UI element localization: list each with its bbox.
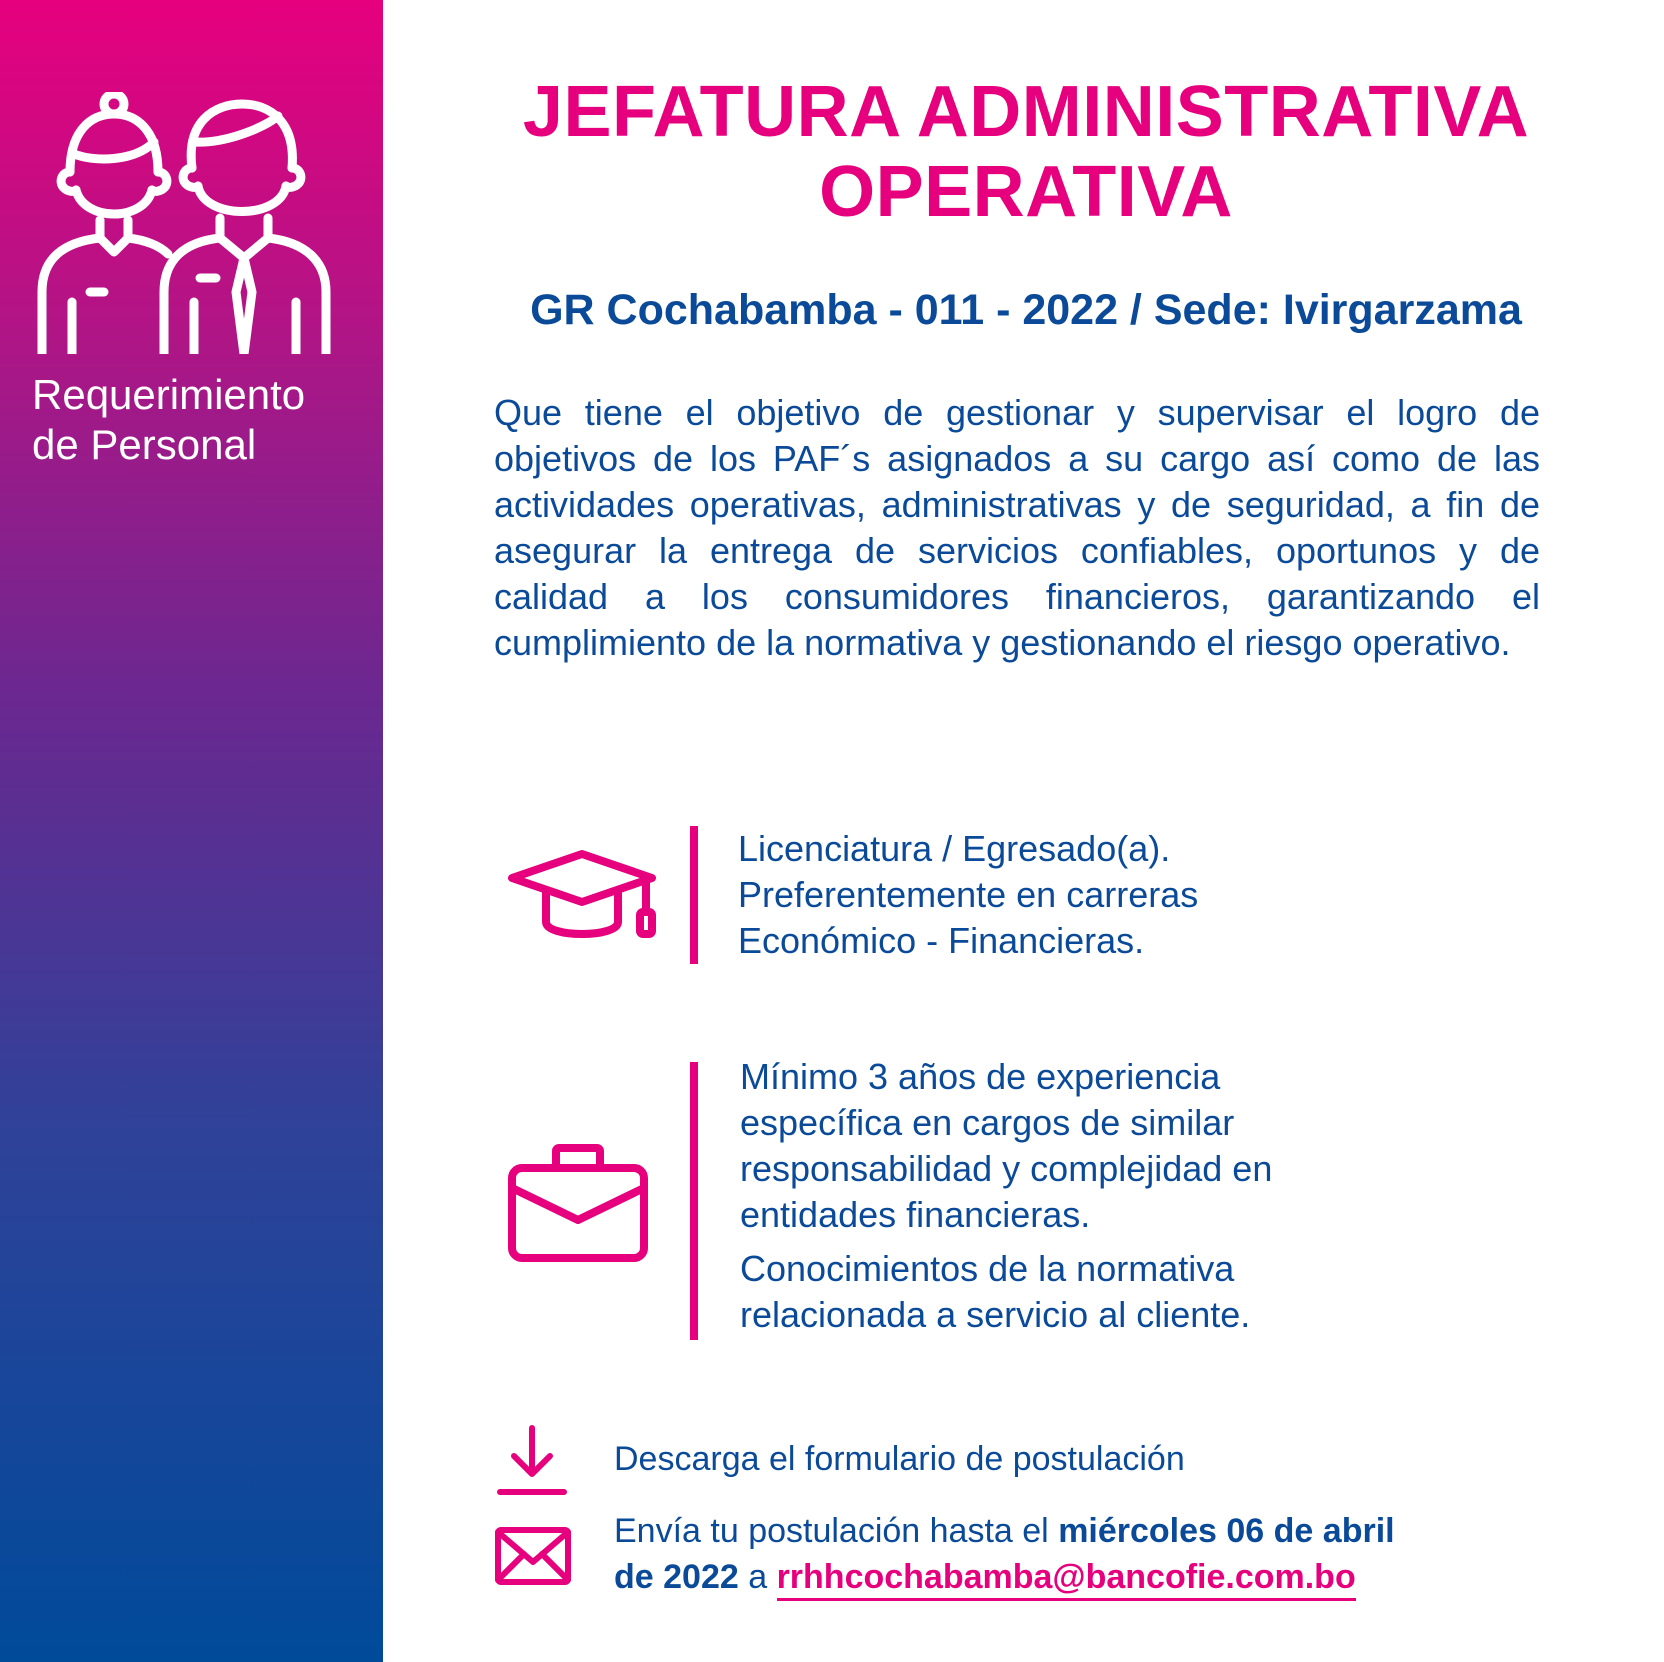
briefcase-icon — [506, 1142, 650, 1264]
people-icon — [34, 92, 334, 354]
deadline-year: de 2022 — [614, 1558, 739, 1596]
job-description: Que tiene el objetivo de gestionar y supervisar el logro de objetivos de los PAF´s asignados a su cargo así como de las actividades operativas, administrativas y de seguridad, a fin de asegurar la entrega de servicios confiables, oportunos y de calidad a los consumidores financieros, garantizando el cumplimiento de la normativa y gestionando el riesgo operativo. — [494, 392, 1540, 663]
sidebar — [0, 0, 383, 1662]
download-icon[interactable] — [496, 1424, 568, 1496]
download-form-link[interactable]: Descarga el formulario de postulación — [614, 1440, 1185, 1478]
experience-requirement — [740, 1054, 1272, 1338]
submission-line1 — [614, 1508, 1395, 1554]
education-line1: Licenciatura / Egresado(a). — [738, 828, 1171, 869]
experience-line1: Mínimo 3 años de experiencia — [740, 1056, 1221, 1097]
sidebar-label — [32, 370, 372, 470]
education-divider — [690, 826, 698, 964]
education-requirement — [738, 826, 1198, 964]
education-line3: Económico - Financieras. — [738, 920, 1145, 961]
experience-line2: específica en cargos de similar — [740, 1102, 1235, 1143]
envelope-icon — [494, 1524, 572, 1588]
title-line2: OPERATIVA — [819, 152, 1233, 232]
job-code-subtitle: GR Cochabamba - 011 - 2022 / Sede: Ivirgarzama — [530, 286, 1522, 334]
knowledge-line1: Conocimientos de la normativa — [740, 1248, 1235, 1289]
deadline-date: miércoles 06 de abril — [1058, 1512, 1395, 1550]
sidebar-label-line1: Requerimiento — [32, 371, 306, 418]
experience-divider — [690, 1062, 698, 1340]
knowledge-line2: relacionada a servicio al cliente. — [740, 1294, 1251, 1335]
title-line1: JEFATURA ADMINISTRATIVA — [522, 72, 1530, 152]
submission-instructions — [614, 1508, 1395, 1600]
experience-line4: entidades financieras. — [740, 1194, 1091, 1235]
contact-email-link[interactable]: rrhhcochabamba@bancofie.com.bo — [777, 1558, 1356, 1601]
experience-line3: responsabilidad y complejidad en — [740, 1148, 1273, 1189]
submission-prefix: Envía tu postulación hasta el — [614, 1512, 1059, 1550]
submission-connector: a — [738, 1558, 777, 1596]
graduation-cap-icon — [506, 848, 668, 944]
page-title — [440, 72, 1612, 232]
sidebar-label-line2: de Personal — [32, 421, 257, 468]
submission-line2 — [614, 1554, 1395, 1600]
education-line2: Preferentemente en carreras — [738, 874, 1199, 915]
